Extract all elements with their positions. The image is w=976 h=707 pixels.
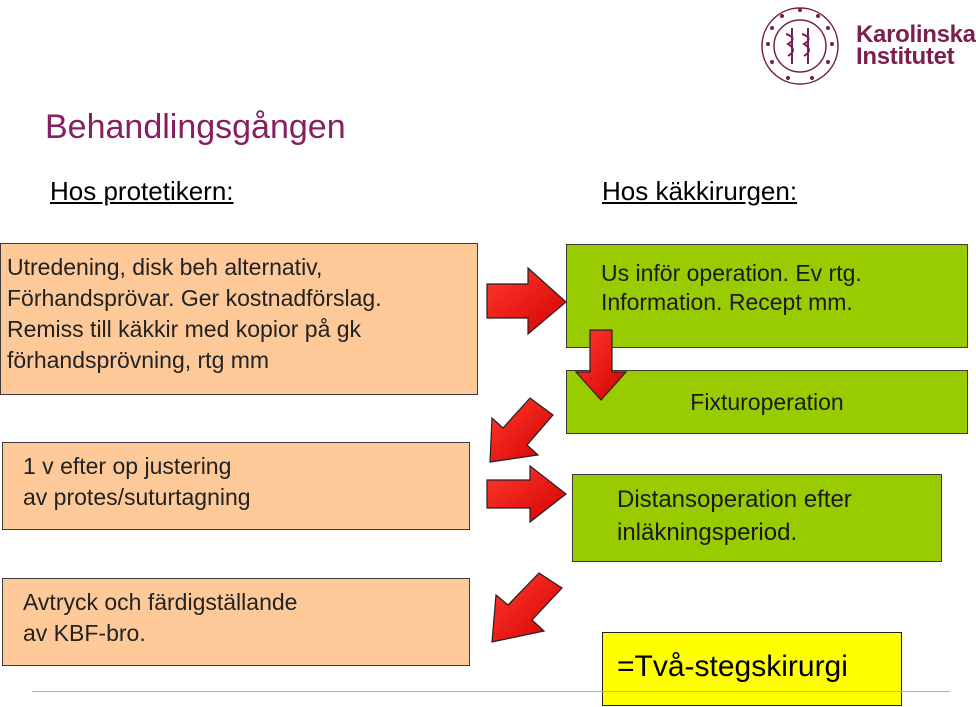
box-line: Avtryck och färdigställande	[23, 589, 298, 615]
box-line: Us inför operation. Ev rtg.	[601, 260, 862, 286]
step-box-utredning	[0, 243, 478, 395]
box-line: Distansoperation efter	[617, 486, 852, 513]
logo-line1: Karolinska	[856, 21, 976, 48]
step-box-justering	[2, 442, 470, 530]
ki-seal-icon	[758, 4, 854, 86]
arrow-right-icon	[487, 268, 566, 334]
step-box-undersokning	[566, 244, 968, 348]
box-line: Remiss till käkkir med kopior på gk	[7, 316, 362, 342]
footer-divider	[32, 691, 950, 692]
box-line: 1 v efter op justering	[23, 453, 232, 479]
box-line: Utredening, disk beh alternativ,	[7, 254, 323, 280]
logo-wordmark	[856, 21, 976, 70]
box-line: Förhandsprövar. Ger kostnadförslag.	[7, 285, 382, 311]
page-title: Behandlingsgången	[45, 108, 346, 146]
step-box-avtryck	[2, 578, 470, 666]
logo-line2: Institutet	[856, 43, 955, 70]
box-line: av protes/suturtagning	[23, 484, 251, 510]
box-line: Fixturoperation	[690, 389, 844, 415]
summary-box: =Två-stegskirurgi	[602, 632, 902, 706]
right-heading: Hos käkkirurgen:	[602, 176, 798, 206]
arrow-diagonal-icon	[490, 398, 553, 462]
box-line: förhandsprövning, rtg mm	[7, 347, 270, 373]
left-heading: Hos protetikern:	[50, 176, 234, 206]
box-line: inläkningsperiod.	[617, 519, 798, 546]
step-box-distansoperation	[572, 474, 942, 562]
arrow-right-icon	[487, 466, 566, 522]
arrow-diagonal-icon	[492, 573, 562, 642]
box-line: Information. Recept mm.	[601, 289, 853, 315]
step-box-fixturoperation	[566, 370, 968, 434]
box-line: av KBF-bro.	[23, 620, 146, 646]
